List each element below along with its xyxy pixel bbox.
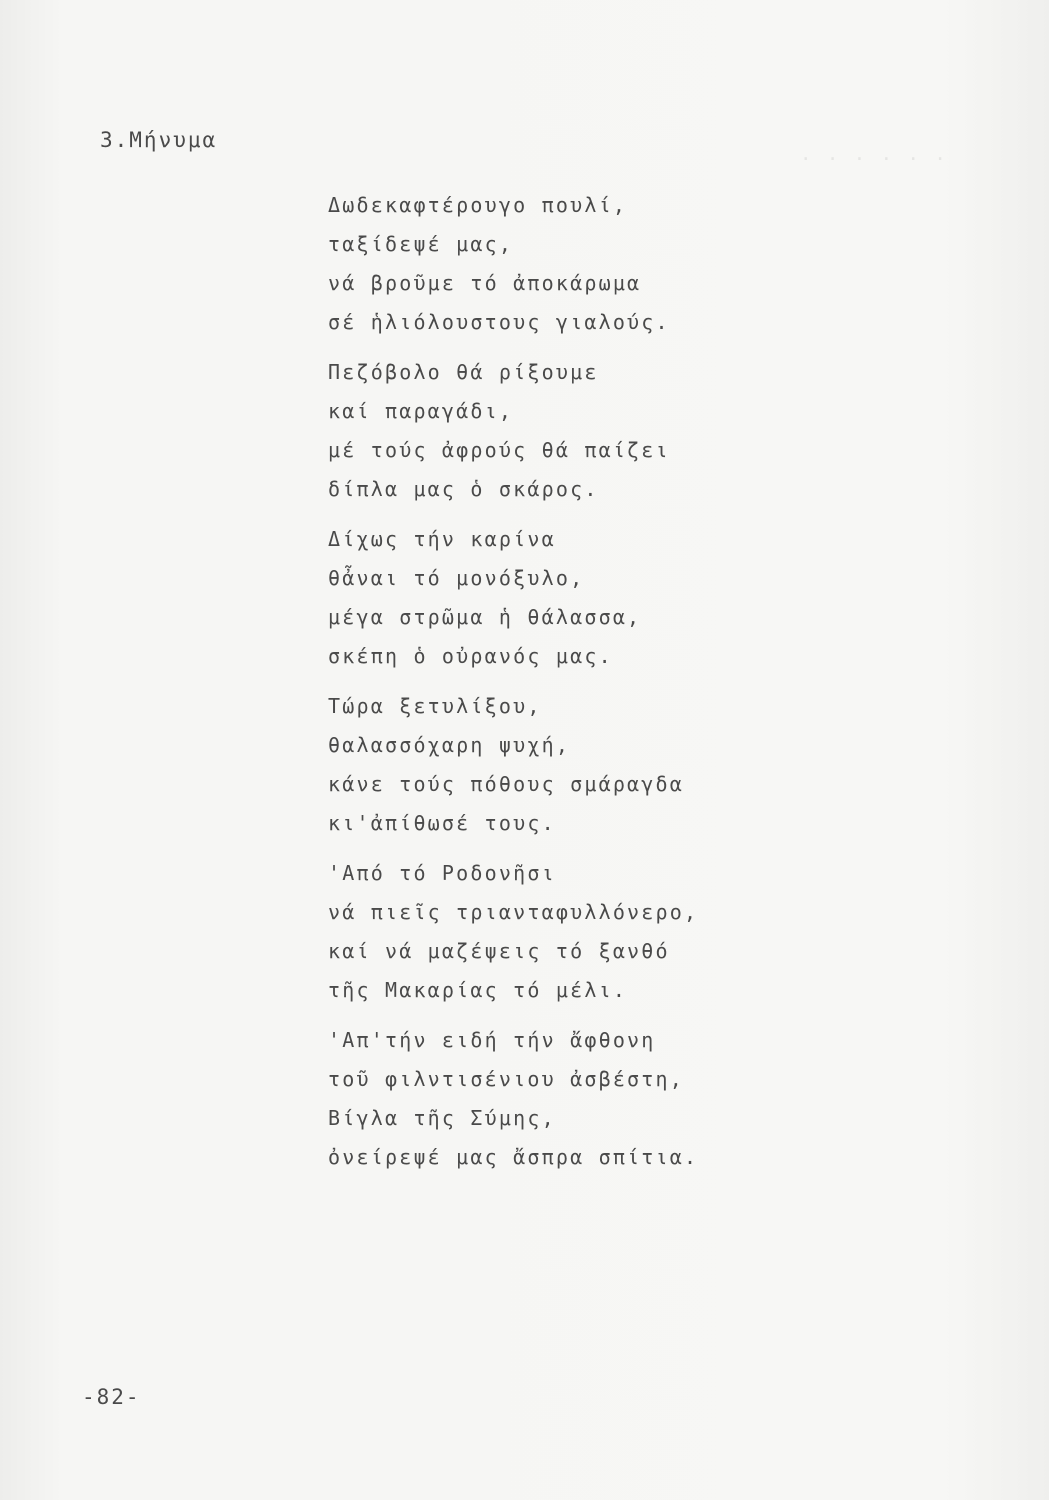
poem-line: τῆς Μακαρίας τό μέλι. — [328, 978, 628, 1002]
poem-line: κι'ἀπίθωσέ τους. — [328, 811, 556, 835]
poem-line: ταξίδεψέ μας, — [328, 232, 514, 256]
poem-line: Πεζόβολο θά ρίξουμε — [328, 360, 599, 384]
poem-line: θἆναι τό μονόξυλο, — [328, 566, 585, 590]
stanza — [328, 353, 1018, 509]
poem-line: 'Απ'τήν ειδή τήν ἄφθονη — [328, 1028, 656, 1052]
poem-line: κάνε τούς πόθους σμάραγδα — [328, 772, 685, 796]
page-number: -82- — [82, 1385, 141, 1409]
poem-line: νά πιεῖς τριανταφυλλόνερο, — [328, 900, 699, 924]
poem-line: νά βροῦμε τό ἀποκάρωμα — [328, 271, 642, 295]
poem-line: μέγα στρῶμα ἡ θάλασσα, — [328, 605, 642, 629]
stanza — [328, 520, 1018, 676]
poem-line: ὀνείρεψέ μας ἄσπρα σπίτια. — [328, 1145, 699, 1169]
stanza — [328, 854, 1018, 1010]
poem-line: τοῦ φιλντισένιου ἀσβέστη, — [328, 1067, 685, 1091]
poem-line: σκέπη ὁ οὐρανός μας. — [328, 644, 613, 668]
show-through-text: · · · · · · — [800, 148, 948, 170]
poem-line: δίπλα μας ὁ σκάρος. — [328, 477, 599, 501]
poem-line: Δωδεκαφτέρουγο πουλί, — [328, 193, 628, 217]
poem-line: Βίγλα τῆς Σύμης, — [328, 1106, 556, 1130]
poem-line: Τώρα ξετυλίξου, — [328, 694, 542, 718]
poem-body — [328, 186, 1018, 1188]
poem-line: καί παραγάδι, — [328, 399, 514, 423]
poem-line: καί νά μαζέψεις τό ξανθό — [328, 939, 670, 963]
poem-line: 'Από τό Ροδονῆσι — [328, 861, 556, 885]
poem-line: μέ τούς ἀφρούς θά παίζει — [328, 438, 670, 462]
poem-line: θαλασσόχαρη ψυχή, — [328, 733, 571, 757]
stanza — [328, 186, 1018, 342]
poem-line: σέ ἡλιόλουστους γιαλούς. — [328, 310, 670, 334]
stanza — [328, 1021, 1018, 1177]
poem-line: Δίχως τήν καρίνα — [328, 527, 556, 551]
poem-title: 3.Μήνυμα — [100, 128, 218, 152]
stanza — [328, 687, 1018, 843]
